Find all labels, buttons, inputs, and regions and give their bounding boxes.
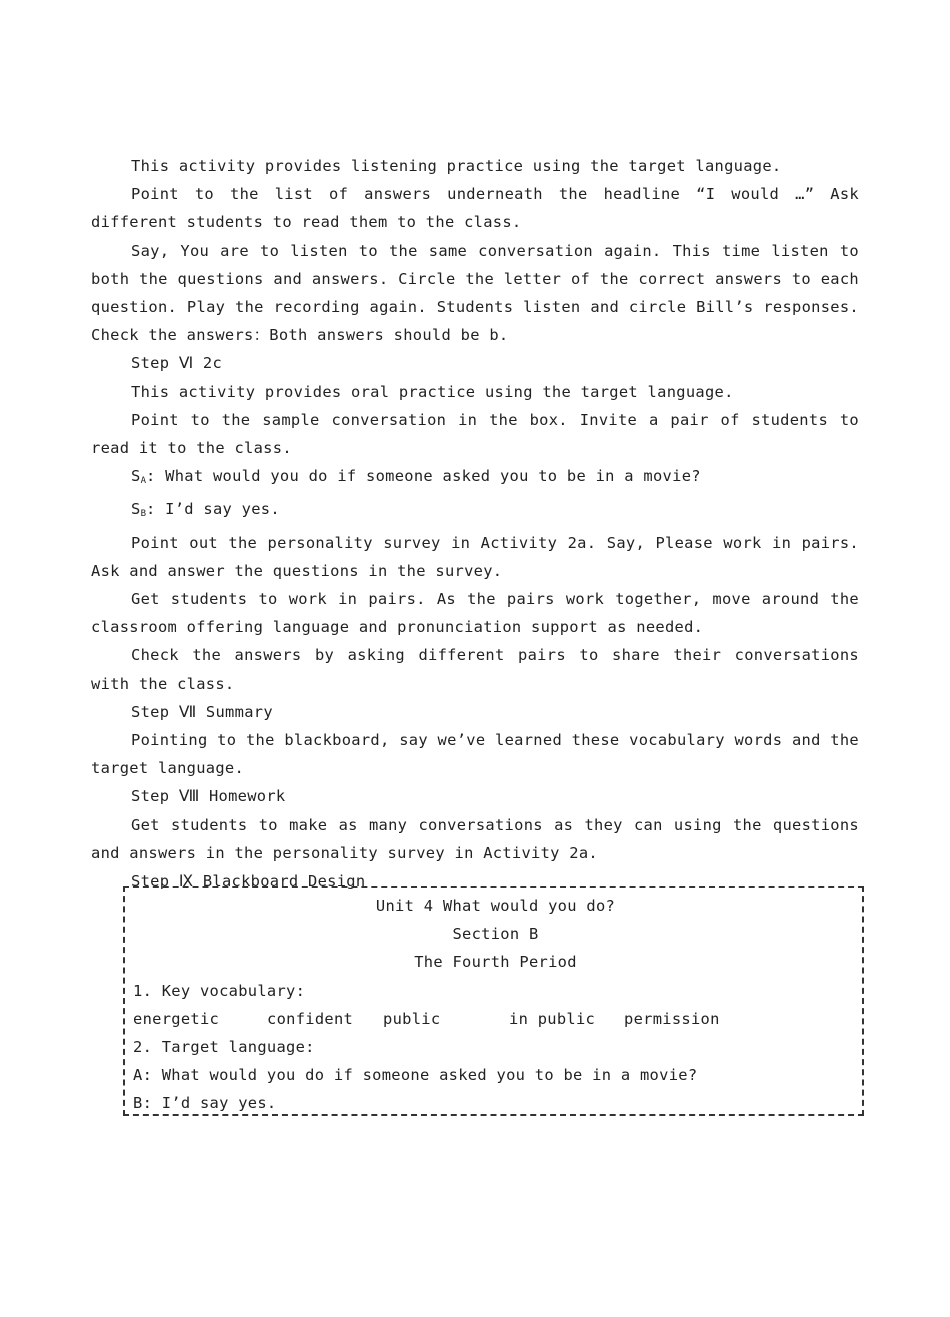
vocab-word: permission bbox=[624, 1009, 720, 1028]
step-9-heading: Step Ⅸ Blackboard Design bbox=[131, 872, 366, 891]
board-title: Unit 4 What would you do? bbox=[375, 897, 616, 915]
vocab-word: in public bbox=[509, 1009, 596, 1028]
speaker-subscript: B bbox=[140, 509, 146, 520]
dialogue-line-sb bbox=[91, 495, 859, 528]
speaker-subscript: A bbox=[140, 476, 146, 487]
speaker-s: S bbox=[131, 467, 141, 486]
board-target-heading: 2. Target language: bbox=[133, 1038, 315, 1057]
paragraph-listen-again: Say, You are to listen to the same conversation again. This time listen to both the questions and answers. Circle the letter of the correct answers to each question. Play the recording again. Students listen and circle Bill’s responses. Check the answers：Both answers should be b. bbox=[91, 241, 859, 345]
dialogue-text: : I’d say yes. bbox=[146, 500, 280, 519]
dialogue-line-sa bbox=[91, 462, 859, 495]
paragraph-listening-intro: This activity provides listening practice using the target language. bbox=[131, 157, 782, 175]
board-section: Section B bbox=[452, 925, 539, 944]
paragraph-summary: Pointing to the blackboard, say we’ve learned these vocabulary words and the target language. bbox=[91, 731, 859, 778]
paragraph-answers-list: Point to the list of answers underneath the headline “I would …” Ask different students to read them to the class. bbox=[91, 185, 859, 232]
step-6-heading: Step Ⅵ 2c bbox=[131, 354, 223, 373]
paragraph-pair-work: Get students to work in pairs. As the pairs work together, move around the classroom offering language and pronunciation support as needed. bbox=[91, 590, 859, 637]
board-line-b: B: I’d say yes. bbox=[133, 1094, 277, 1113]
vocab-word: energetic bbox=[133, 1009, 220, 1028]
lesson-body bbox=[91, 152, 859, 895]
board-vocab-list bbox=[133, 1005, 858, 1033]
step-8-heading: Step Ⅷ Homework bbox=[131, 787, 286, 806]
dialogue-text: : What would you do if someone asked you to be in a movie? bbox=[146, 467, 701, 486]
paragraph-homework: Get students to make as many conversations as they can using the questions and answers in the personality survey in Activity 2a. bbox=[91, 815, 859, 862]
speaker-s: S bbox=[131, 500, 141, 519]
paragraph-personality-survey: Point out the personality survey in Activity 2a. Say, Please work in pairs. Ask and answer the questions in the survey. bbox=[91, 533, 859, 580]
paragraph-sample-conversation: Point to the sample conversation in the box. Invite a pair of students to read it to the class. bbox=[91, 410, 859, 458]
vocab-word: public bbox=[383, 1009, 441, 1028]
board-period: The Fourth Period bbox=[414, 953, 577, 972]
step-7-heading: Step Ⅶ Summary bbox=[131, 702, 273, 721]
paragraph-oral-practice: This activity provides oral practice using the target language. bbox=[131, 382, 734, 401]
vocab-word: confident bbox=[267, 1009, 354, 1028]
board-line-a: A: What would you do if someone asked you to be in a movie? bbox=[133, 1066, 698, 1085]
blackboard-design-box bbox=[123, 886, 864, 1116]
paragraph-check-answers: Check the answers by asking different pairs to share their conversations with the class. bbox=[91, 646, 859, 693]
board-vocab-heading: 1. Key vocabulary: bbox=[133, 981, 306, 1000]
